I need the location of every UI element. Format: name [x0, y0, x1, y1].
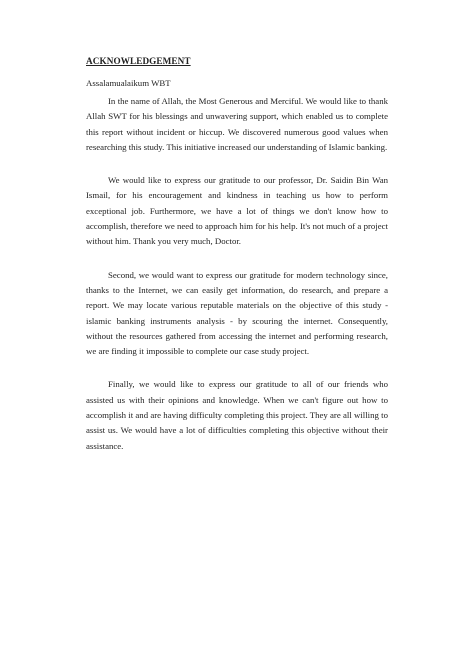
page-title: ACKNOWLEDGEMENT	[86, 56, 191, 66]
paragraph-intro: In the name of Allah, the Most Generous and Merciful. We would like to thank Allah SWT for his blessings and unwavering support, which enabled us to complete this report without incident or hiccup. We discovered numerous good values when researching this study. This initiative increased our understanding of Islamic banking.	[86, 96, 388, 152]
paragraph-friends: Finally, we would like to express our gratitude to all of our friends who assisted us with their opinions and knowledge. When we can't figure out how to accomplish it and are having difficulty completing this project. They are all willing to assist us. We would have a lot of difficulties completing this objective without their assistance.	[86, 379, 388, 451]
greeting-line: Assalamualaikum WBT	[86, 78, 171, 88]
document-body	[86, 56, 388, 472]
paragraph-technology: Second, we would want to express our gratitude for modern technology since, thanks to the Internet, we can easily get information, do research, and prepare a report. We may locate various reputable materials on the objective of this study - islamic banking instruments analysis - by scouring the internet. Consequently, without the resources gathered from accessing the internet and performing research, we are finding it impossible to complete our case study project.	[86, 269, 388, 357]
paragraph-professor: We would like to express our gratitude to our professor, Dr. Saidin Bin Wan Ismail, for his encouragement and kindness in teaching us how to perform exceptional job. Furthermore, we have a lot of things we don't know how to accomplish, therefore we need to approach him for his help. It's not much of a project without him. Thank you very much, Doctor.	[86, 175, 388, 247]
